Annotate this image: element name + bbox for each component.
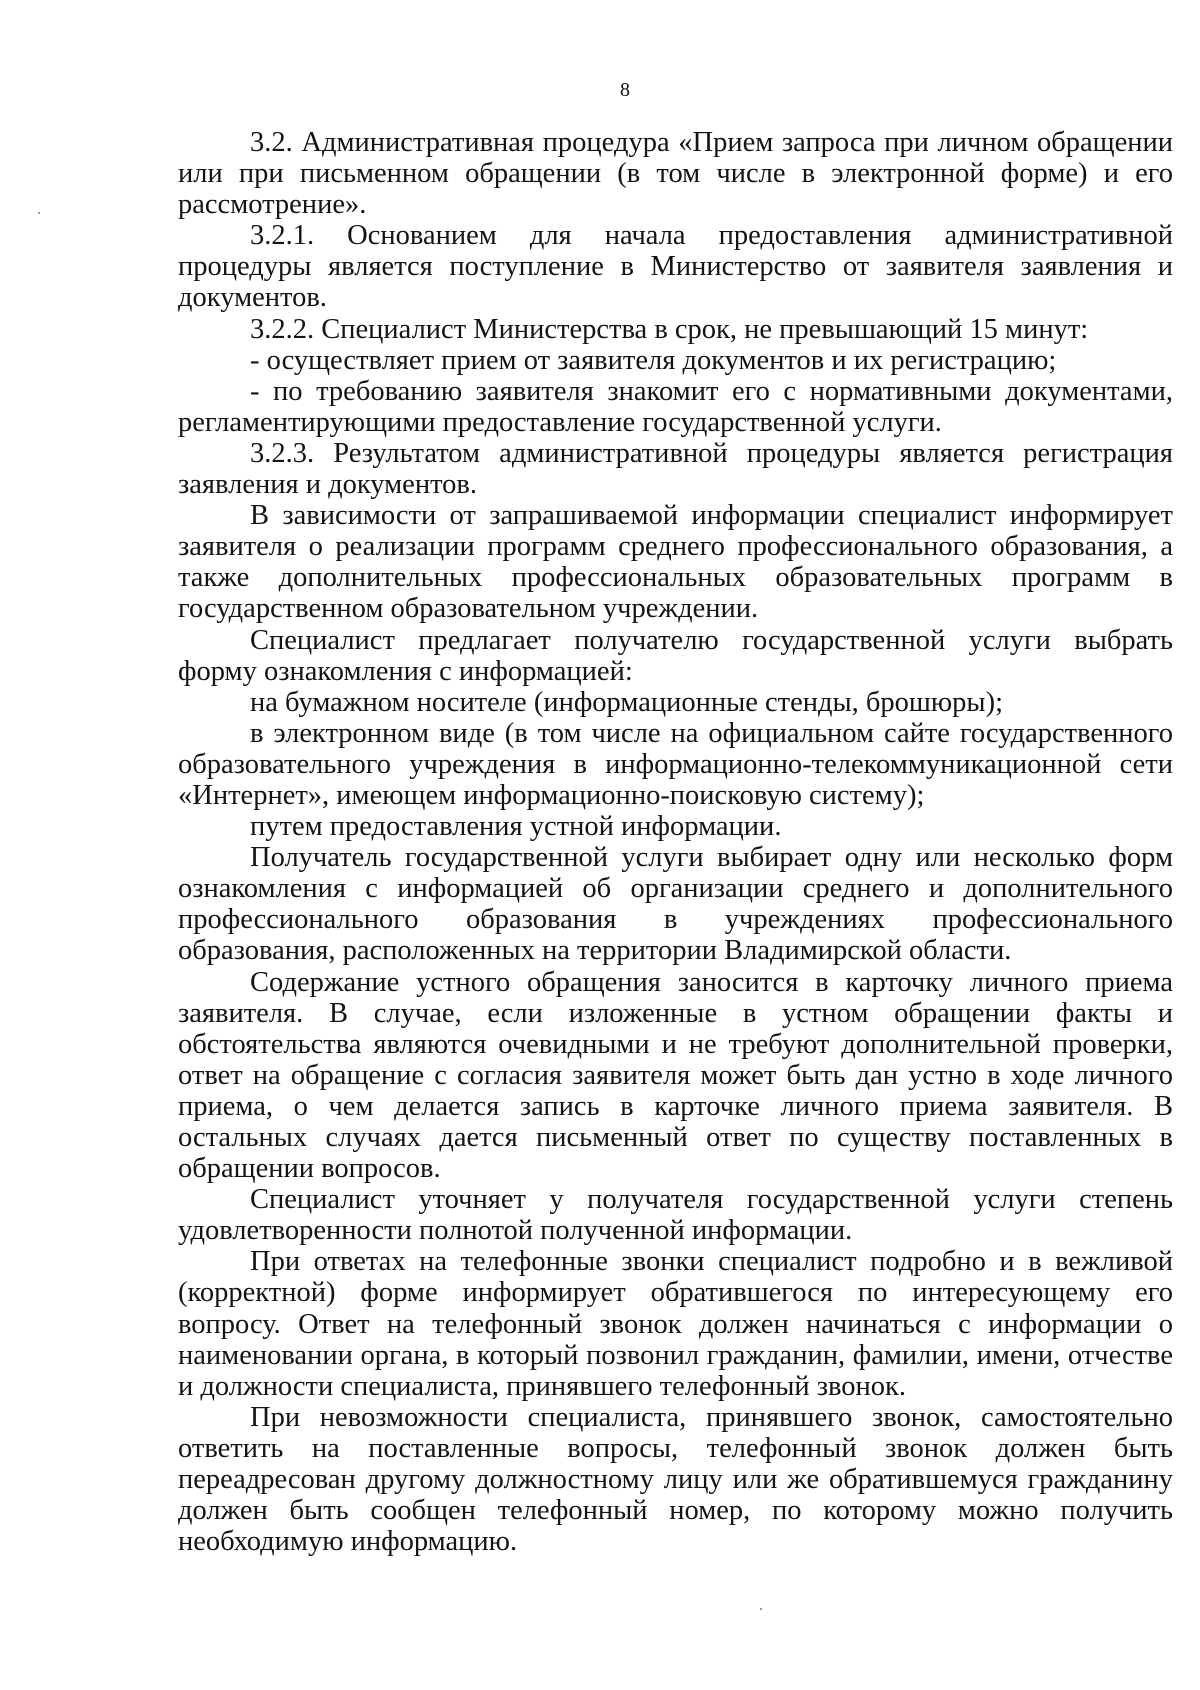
paragraph: 3.2.1. Основанием для начала предоставления административной процедуры является поступление в Министерство от заявителя заявления и документов. — [178, 220, 1173, 314]
list-item: - осуществляет прием от заявителя документов и их регистрацию; — [250, 344, 1057, 376]
paragraph: Специалист предлагает получателю государственной услуги выбрать форму ознакомления с информацией: — [178, 624, 1173, 687]
list-item: - по требованию заявителя знакомит его с нормативными документами, регламентирующими предоставление государственной услуги. — [178, 375, 1173, 438]
list-item: в электронном виде (в том числе на официальном сайте государственного образовательного учреждения в информационно-телекоммуникационной сети «Интернет», имеющем информационно-поисковую систему); — [178, 717, 1173, 811]
scan-speck — [38, 212, 40, 214]
list-item: на бумажном носителе (информационные стенды, брошюры); — [250, 686, 1003, 718]
paragraph: При ответах на телефонные звонки специалист подробно и в вежливой (корректной) форме информирует обратившегося по интересующему его вопросу. Ответ на телефонный звонок должен начинаться с информации о наименовании органа, в который позвонил гражданин, фамилии, имени, отчестве и должности специалиста, принявшего телефонный звонок. — [178, 1246, 1173, 1402]
paragraph: Получатель государственной услуги выбирает одну или несколько форм ознакомления с информацией об организации среднего и дополнительного профессионального образования в учреждениях профессионального образования, расположенных на территории Владимирской области. — [178, 842, 1173, 967]
page-number: 8 — [620, 79, 630, 101]
scan-speck — [760, 1608, 762, 1610]
document-body — [178, 127, 1173, 1557]
paragraph: В зависимости от запрашиваемой информации специалист информирует заявителя о реализации программ среднего профессионального образования, а также дополнительных профессиональных образовательных программ в государственном образовательном учреждении. — [178, 500, 1173, 625]
paragraph: При невозможности специалиста, принявшего звонок, самостоятельно ответить на поставленные вопросы, телефонный звонок должен быть переадресован другому должностному лицу или же обратившемуся гражданину должен быть сообщен телефонный номер, по которому можно получить необходимую информацию. — [178, 1401, 1173, 1558]
paragraph: 3.2.3. Результатом административной процедуры является регистрация заявления и документов. — [178, 437, 1173, 501]
list-item: путем предоставления устной информации. — [250, 811, 782, 843]
paragraph: 3.2. Административная процедура «Прием запроса при личном обращении или при письменном обращении (в том числе в электронной форме) и его рассмотрение». — [178, 127, 1173, 221]
paragraph: Содержание устного обращения заносится в карточку личного приема заявителя. В случае, если изложенные в устном обращении факты и обстоятельства являются очевидными и не требуют дополнительной проверки, ответ на обращение с согласия заявителя может быть дан устно в ходе личного приема, о чем делается запись в карточке личного приема заявителя. В остальных случаях дается письменный ответ по существу поставленных в обращении вопросов. — [178, 966, 1173, 1185]
paragraph: Специалист уточняет у получателя государственной услуги степень удовлетворенности полнотой полученной информации. — [178, 1184, 1173, 1247]
paragraph: 3.2.2. Специалист Министерства в срок, не превышающий 15 минут: — [250, 313, 1089, 345]
